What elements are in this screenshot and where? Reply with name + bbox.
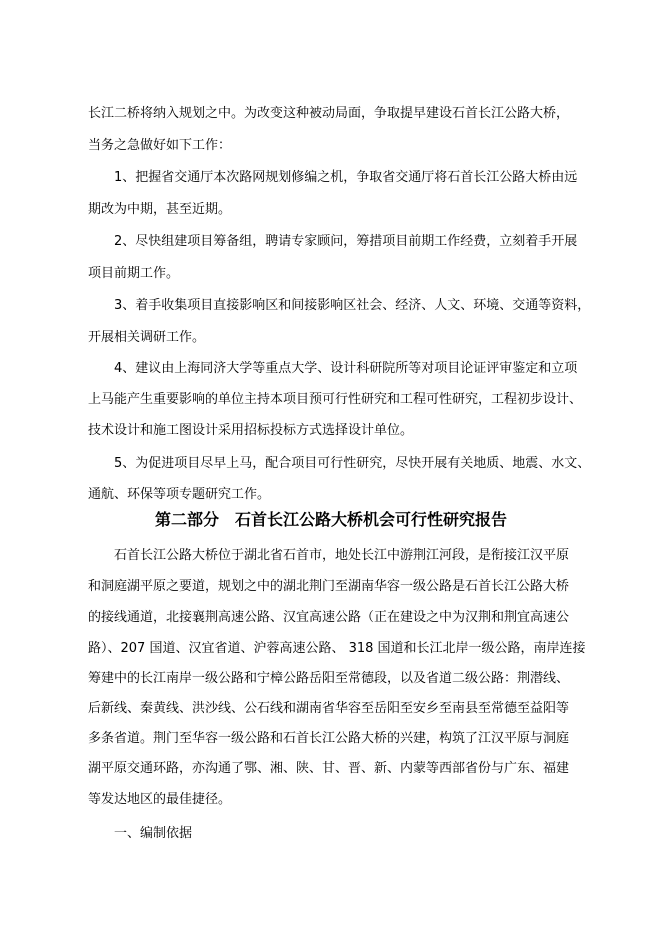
body-text-line: 的接线通道，北接襄荆高速公路、汉宜高速公路（正在建设之中为汉荆和荆宜高速公 — [88, 610, 570, 625]
body-text-line: 等发达地区的最佳捷径。 — [88, 792, 232, 807]
body-text-line: 长江二桥将纳入规划之中。为改变这种被动局面，争取提早建设石首长江公路大桥， — [88, 106, 570, 121]
list-item-2-line: 2、尽快组建项目筹备组，聘请专家顾问，筹措项目前期工作经费，立刻着手开展 — [88, 234, 578, 249]
body-text-line: 湖平原交通环路，亦沟通了鄂、湘、陕、甘、晋、新、内蒙等西部省份与广东、福建 — [88, 761, 570, 776]
body-text-line: 路）、207 国道、汉宜省道、沪蓉高速公路、 318 国道和长江北岸一级公路，南岸连接 — [88, 641, 586, 656]
body-text-line: 多条省道。荆门至华容一级公路和石首长江公路大桥的兴建，构筑了江汉平原与洞庭 — [88, 731, 570, 746]
list-item-5-line: 通航、环保等项专题研究工作。 — [88, 487, 271, 502]
section-heading: 第二部分 石首长江公路大桥机会可行性研究报告 — [154, 510, 507, 529]
list-item-3-line: 开展相关调研工作。 — [88, 330, 206, 345]
list-item-4-line: 上马能产生重要影响的单位主持本项目预可行性研究和工程可性研究，工程初步设计、 — [88, 392, 583, 407]
list-item-4-line: 4、建议由上海同济大学等重点大学、设计科研院所等对项目论证评审鉴定和立项 — [88, 361, 578, 376]
list-item-3-line: 3、着手收集项目直接影响区和间接影响区社会、经济、人文、环境、交通等资料， — [88, 298, 591, 313]
body-text-line: 和洞庭湖平原之要道，规划之中的湖北荆门至湖南华容一级公路是石首长江公路大桥 — [88, 579, 570, 594]
list-item-1-line: 期改为中期，甚至近期。 — [88, 202, 232, 217]
list-item-2-line: 项目前期工作。 — [88, 266, 180, 281]
subsection-heading: 一、编制依据 — [88, 826, 193, 841]
body-text-line: 石首长江公路大桥位于湖北省石首市，地处长江中游荆江河段，是衔接江汉平原 — [88, 548, 570, 563]
body-text-line: 后新线、秦黄线、洪沙线、公石线和湖南省华容至岳阳至安乡至南县至常德至益阳等 — [88, 701, 570, 716]
body-text-line: 筹建中的长江南岸一级公路和宁樟公路岳阳至常德段，以及省道二级公路：荆潜线、 — [88, 671, 570, 686]
list-item-5-line: 5、为促进项目尽早上马，配合项目可行性研究，尽快开展有关地质、地震、水文、 — [88, 456, 591, 471]
body-text-line: 当务之急做好如下工作： — [88, 138, 232, 153]
list-item-4-line: 技术设计和施工图设计采用招标投标方式选择设计单位。 — [88, 423, 414, 438]
list-item-1-line: 1、把握省交通厅本次路网规划修编之机，争取省交通厅将石首长江公路大桥由远 — [88, 170, 578, 185]
